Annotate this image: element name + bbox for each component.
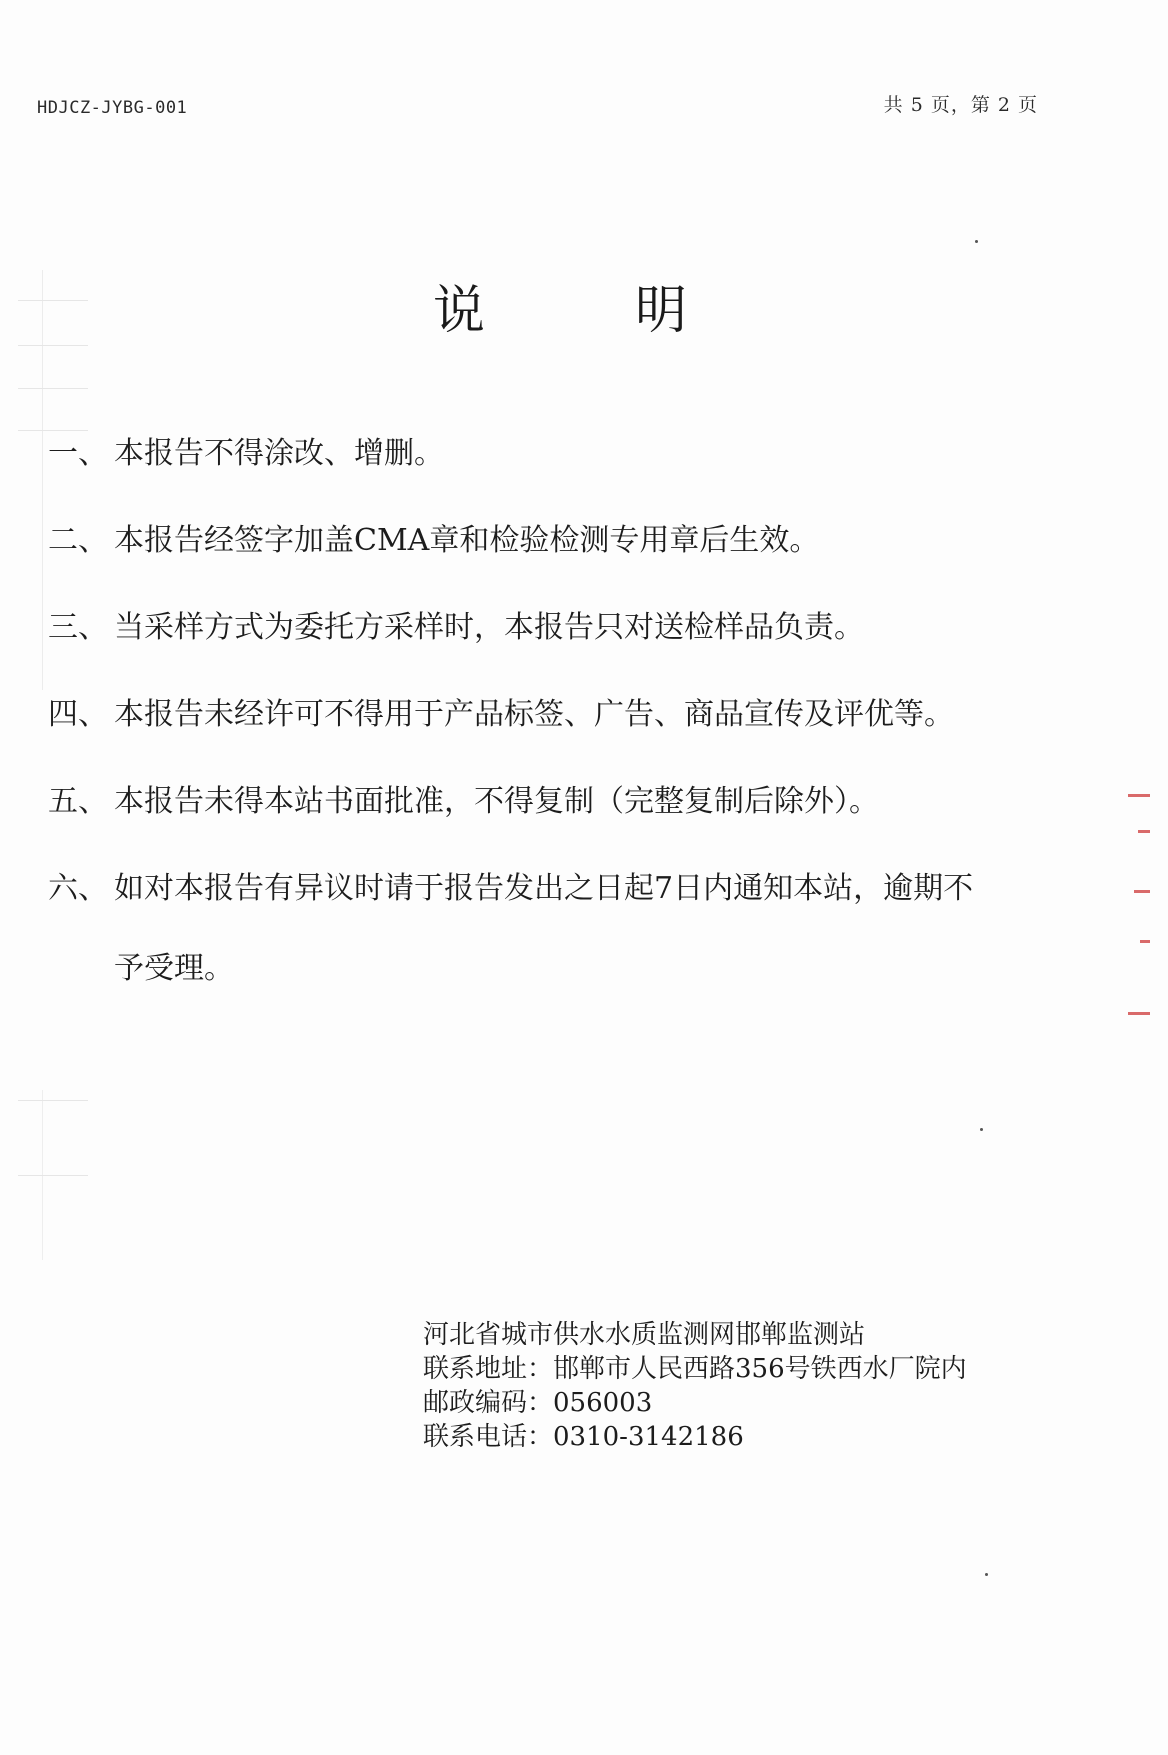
clause-item [48,519,1088,563]
scan-speck [980,1128,983,1131]
clause-text: 本报告未得本站书面批准，不得复制（完整复制后除外）。 [114,784,879,819]
clause-text: 当采样方式为委托方采样时，本报告只对送检样品负责。 [114,610,864,645]
clause-list [48,432,1088,991]
scan-artifact [18,1100,88,1101]
document-code: HDJCZ-JYBG-001 [37,98,188,118]
clause-number: 四、 [48,697,108,732]
clause-item [48,432,1088,476]
clause-text: 如对本报告有异议时请于报告发出之日起7日内通知本站，逾期不 [114,871,974,906]
contact-postcode: 邮政编码：056003 [423,1388,653,1418]
clause-number: 六、 [48,871,108,906]
scan-artifact [18,430,88,431]
clause-text: 本报告经签字加盖CMA章和检验检测专用章后生效。 [114,523,820,558]
page-counter: 共 5 页，第 2 页 [883,94,1038,116]
clause-number: 五、 [48,784,108,819]
clause-number: 一、 [48,436,108,471]
contact-block [423,1318,967,1454]
clause-text: 本报告不得涂改、增删。 [114,436,444,471]
organization-name: 河北省城市供水水质监测网邯郸监测站 [423,1320,866,1350]
clause-text: 本报告未经许可不得用于产品标签、广告、商品宣传及评优等。 [114,697,954,732]
clause-item [48,867,1088,911]
clause-number: 三、 [48,610,108,645]
scan-artifact [18,345,88,346]
scan-speck [985,1573,988,1576]
clause-item [48,693,1088,737]
scan-speck [975,240,978,243]
clause-number: 二、 [48,523,108,558]
scan-artifact [18,388,88,389]
page-title: 说明 [432,281,837,341]
clause-continuation: 予受理。 [114,951,234,986]
clause-item [48,606,1088,650]
clause-item [48,780,1088,824]
scan-artifact [18,1175,88,1176]
seal-fragment [1120,790,1150,1020]
contact-phone: 联系电话：0310-3142186 [423,1422,744,1452]
contact-address: 联系地址：邯郸市人民西路356号铁西水厂院内 [423,1354,967,1384]
